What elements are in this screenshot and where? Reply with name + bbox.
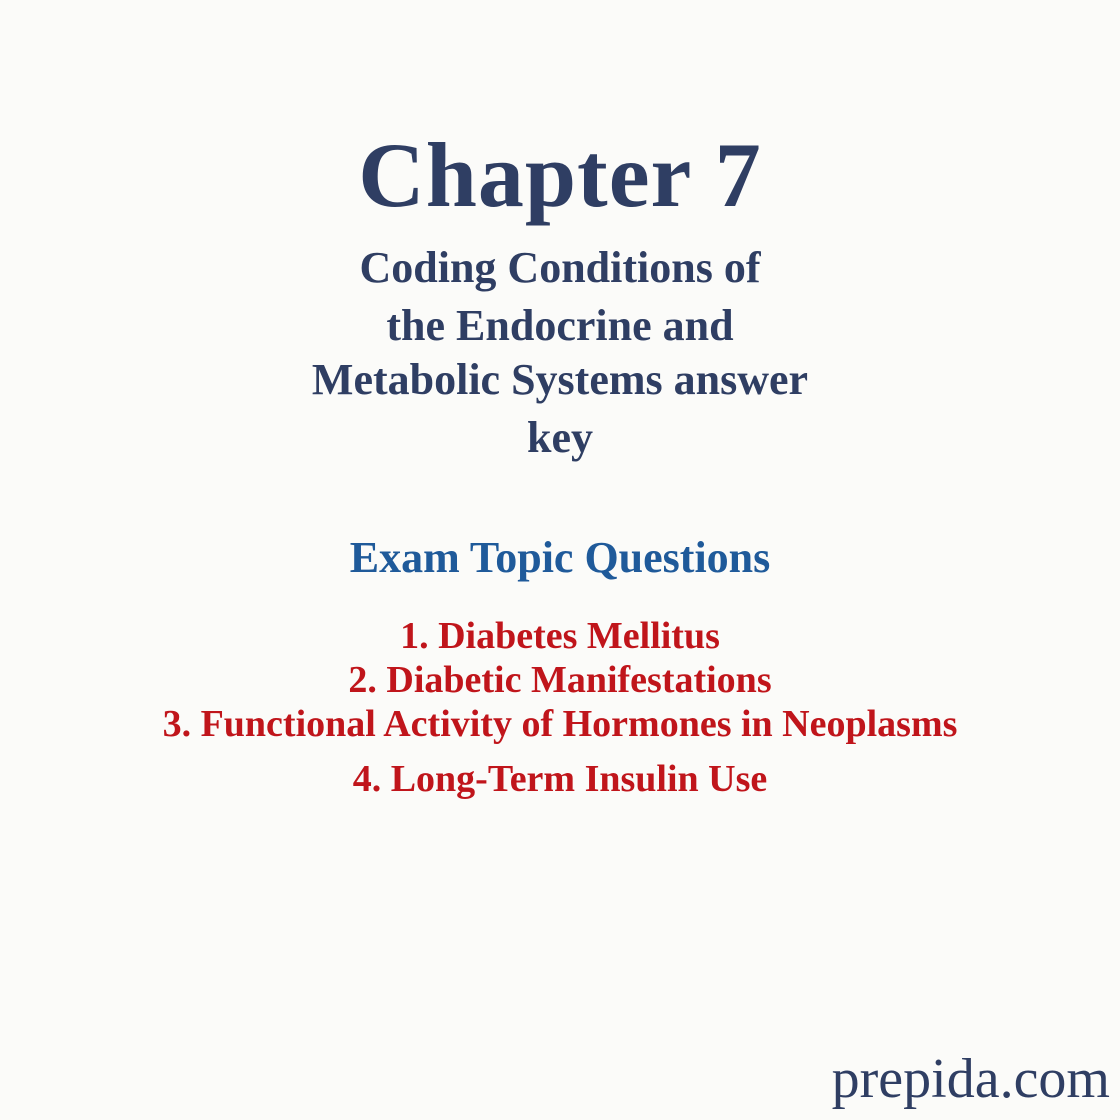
section-heading: Exam Topic Questions xyxy=(349,533,771,582)
subtitle-line-2: the Endocrine and xyxy=(386,301,734,350)
topic-item: 3. Functional Activity of Hormones in Neoplasms xyxy=(162,703,958,745)
subtitle-line-1: Coding Conditions of xyxy=(359,243,761,292)
topic-item: 4. Long-Term Insulin Use xyxy=(352,758,768,800)
page-title: Chapter 7 xyxy=(358,124,762,226)
chapter-subtitle xyxy=(260,240,860,466)
topic-item: 2. Diabetic Manifestations xyxy=(348,659,772,701)
topic-item: 1. Diabetes Mellitus xyxy=(400,615,720,657)
topic-list xyxy=(0,614,1120,801)
brand-watermark: prepida.com xyxy=(831,1048,1110,1110)
subtitle-line-4: key xyxy=(527,413,593,462)
subtitle-line-3: Metabolic Systems answer xyxy=(311,355,809,404)
